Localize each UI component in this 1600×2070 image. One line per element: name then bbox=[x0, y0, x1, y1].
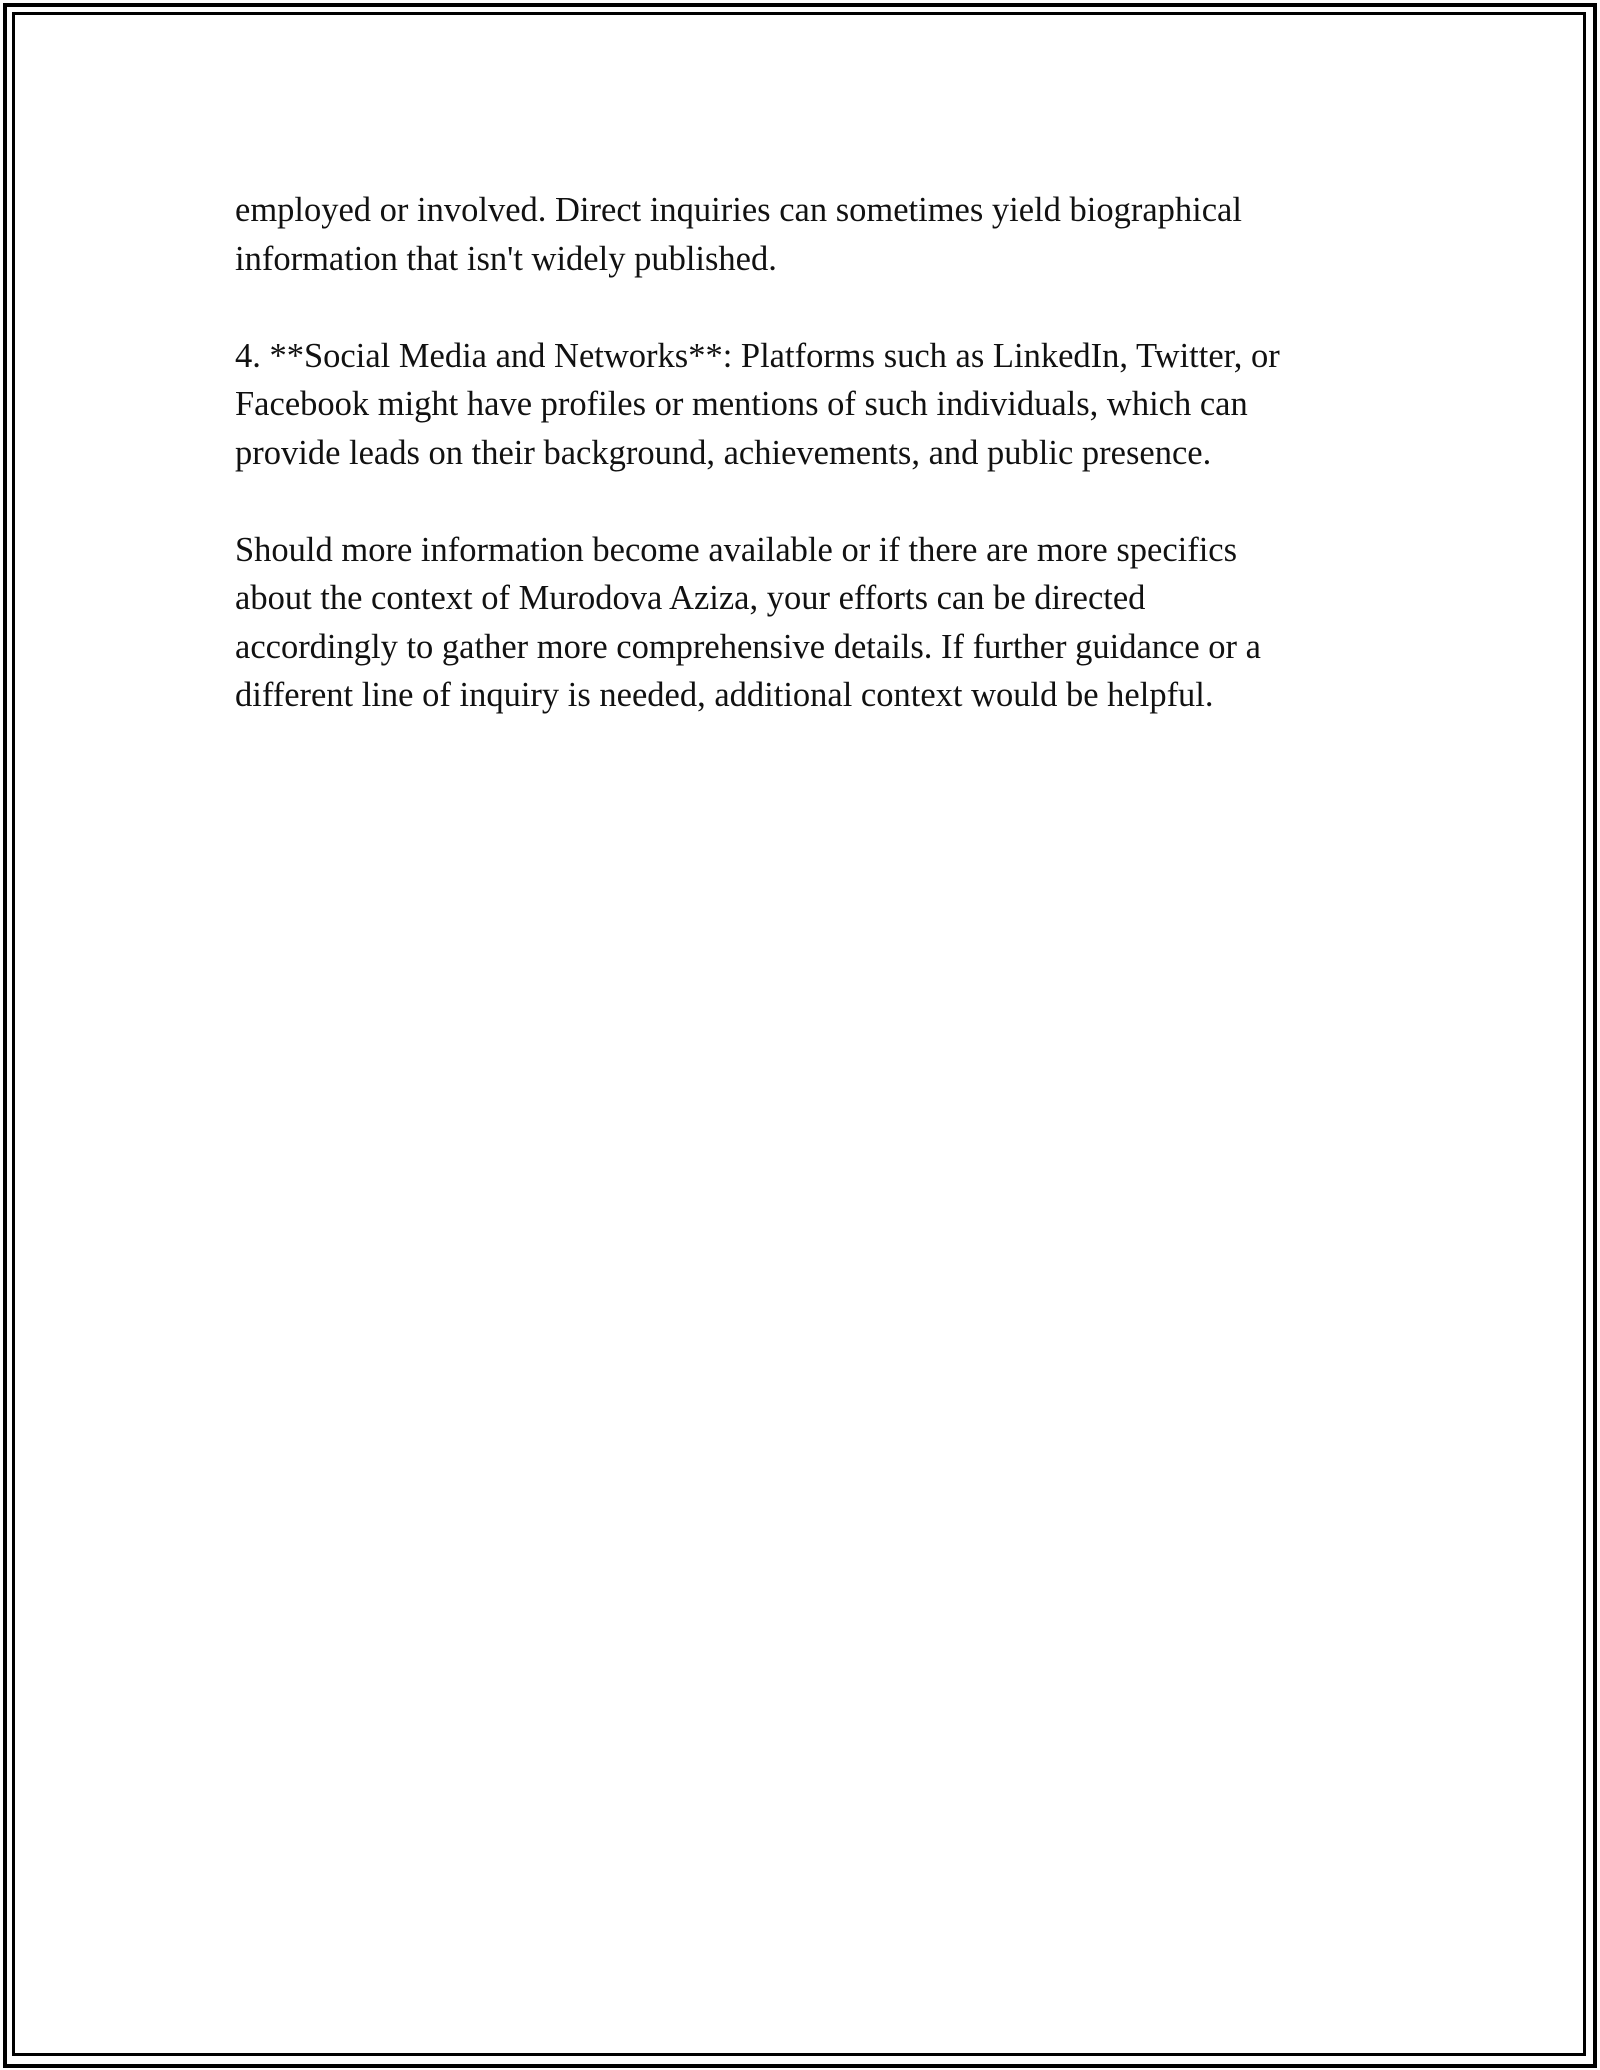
paragraph-social-media bbox=[235, 332, 1365, 478]
text-line: about the context of Murodova Aziza, your efforts can be directed bbox=[235, 579, 1146, 617]
text-line: 4. **Social Media and Networks**: Platforms such as LinkedIn, Twitter, or bbox=[235, 336, 1280, 375]
text-line: different line of inquiry is needed, additional context would be helpful. bbox=[235, 676, 1214, 714]
paragraph-direct-inquiries bbox=[235, 186, 1365, 283]
text-line: Should more information become available or if there are more specifics bbox=[235, 530, 1238, 569]
text-line: employed or involved. Direct inquiries can sometimes yield biographical bbox=[235, 191, 1242, 229]
text-line: Facebook might have profiles or mentions of such individuals, which can bbox=[235, 385, 1248, 423]
text-line: provide leads on their background, achievements, and public presence. bbox=[235, 433, 1212, 472]
text-line: accordingly to gather more comprehensive details. If further guidance or a bbox=[235, 627, 1261, 666]
text-line: information that isn't widely published. bbox=[235, 239, 777, 278]
document-body bbox=[235, 186, 1365, 768]
paragraph-conclusion bbox=[235, 526, 1365, 720]
